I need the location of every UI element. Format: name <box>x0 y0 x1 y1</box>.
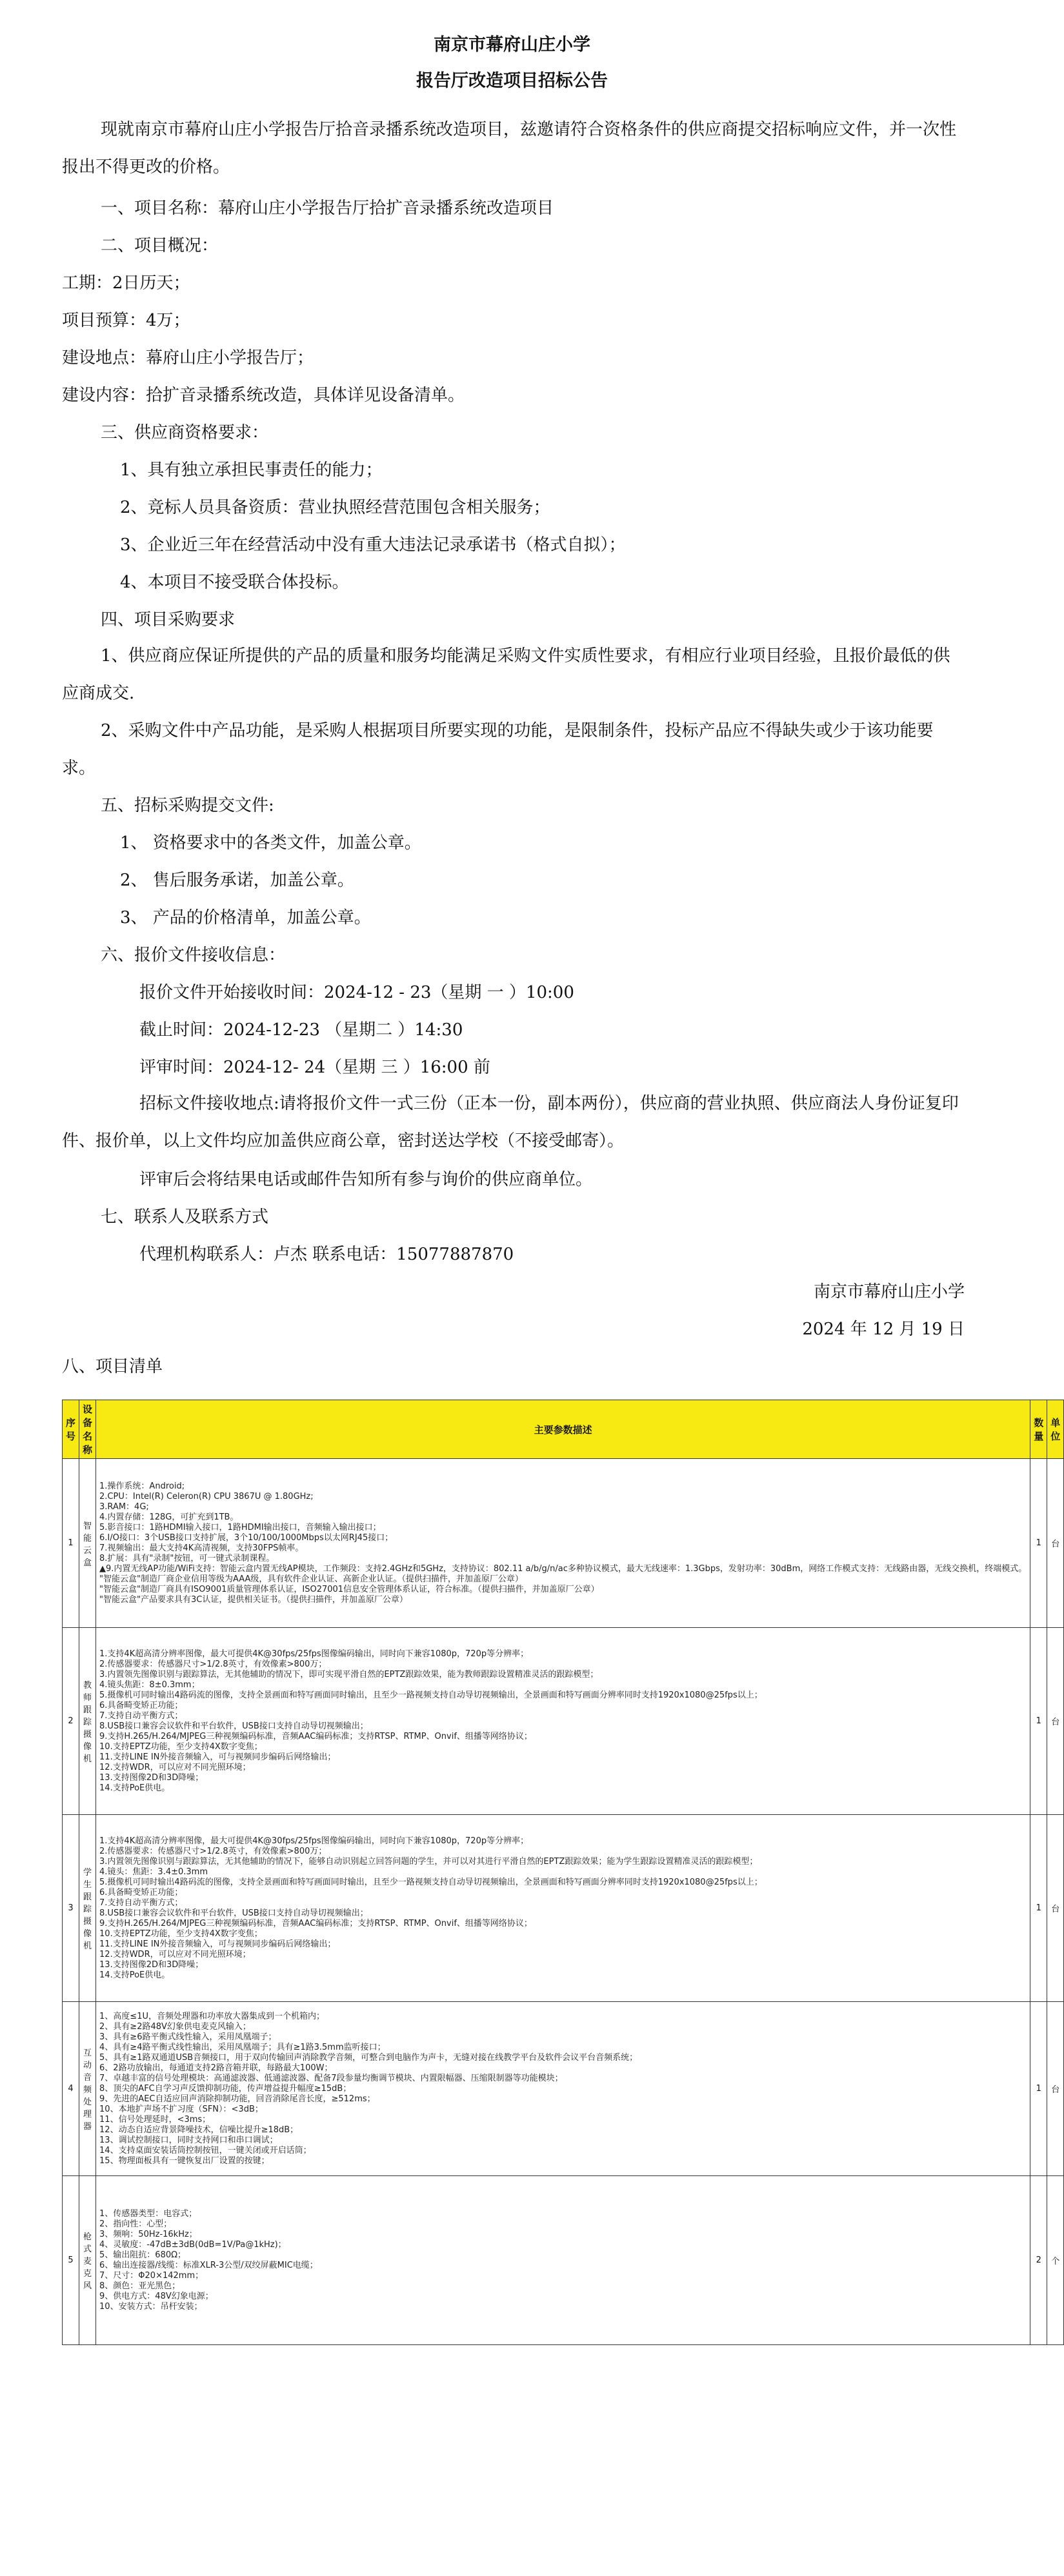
spec-description <box>96 1628 1030 1815</box>
spec-line: 10、安装方式：吊杆安装； <box>99 2301 203 2312</box>
contact-line: 代理机构联系人：卢杰 联系电话：15077887870 <box>139 1245 514 1264</box>
section-3-heading: 三、供应商资格要求： <box>101 423 269 442</box>
section-8-heading: 八、项目清单 <box>62 1357 163 1376</box>
spec-line: 13.支持图像2D和3D降噪； <box>99 1959 204 1970</box>
spec-line: 12.支持WDR，可以应对不同光照环境； <box>99 1949 251 1959</box>
quantity: 1 <box>1030 1459 1047 1628</box>
spec-line: 11、信号处理延时，<3ms； <box>99 2114 211 2125</box>
spec-line: 11.支持LINE IN外接音频输入，可与视频同步编码后网络输出； <box>99 1939 336 1949</box>
table-body <box>63 1459 1064 2345</box>
spec-line: 5.影音接口：1路HDMI输入接口，1路HDMI输出接口，音频输入输出接口； <box>99 1522 381 1532</box>
spec-line: 1.支持4K超高清分辨率图像，最大可提供4K@30fps/25fps图像编码输出，同时向下兼容1080p，720p等分辨率； <box>99 1649 529 1659</box>
col-header-unit: 单位 <box>1047 1400 1064 1459</box>
procurement-req-1: 1、供应商应保证所提供的产品的质量和服务均能满足采购文件实质性要求，有相应行业项目经验，且报价最低的供应商成交. <box>62 646 950 703</box>
procurement-req-2: 2、采购文件中产品功能，是采购人根据项目所要实现的功能，是限制条件，投标产品应不得缺失或少于该功能要求。 <box>62 721 934 778</box>
section-2-heading: 二、项目概况： <box>101 236 219 255</box>
signature-org: 南京市幕府山庄小学 <box>813 1282 965 1302</box>
qualification-item: 3、企业近三年在经营活动中没有重大违法记录承诺书（格式自拟）； <box>120 535 626 555</box>
spec-line: 5、输出阻抗：680Ω； <box>99 2250 186 2260</box>
unit: 台 <box>1047 1459 1064 1628</box>
spec-line: 9、先进的AEC自适应回声消除抑制功能，回音消除尾音长度，≥512ms； <box>99 2094 376 2104</box>
equipment-name: 教师跟踪摄像机 <box>79 1628 96 1815</box>
unit: 台 <box>1047 1628 1064 1815</box>
budget-line: 项目预算：4万； <box>62 311 190 330</box>
equipment-name: 智能云盒 <box>79 1459 96 1628</box>
spec-line: ▲9.内置无线AP功能/WiFi支持：智能云盒内置无线AP模块，工作频段：支持2.4GHz和5GHz，支持协议：802.11 a/b/g/n/ac多种协议模式，最大无线速率：1.3Gbps，发射功率：30dBm，网络工作模式支持：无线路由器，无线交换机，终端模式。 <box>99 1563 1027 1574</box>
spec-line: 1、高度≤1U，音频处理器和功率放大器集成到一个机箱内； <box>99 2011 325 2021</box>
submission-item: 1、 资格要求中的各类文件，加盖公章。 <box>120 833 421 853</box>
spec-line: 12、动态自适应背景降噪技术，信噪比提升≥18dB； <box>99 2125 299 2135</box>
deadline-time: 截止时间：2024-12-23 （星期二 ）14:30 <box>139 1020 463 1040</box>
unit: 个 <box>1047 2176 1064 2345</box>
spec-line: 14.支持PoE供电。 <box>99 1783 170 1793</box>
spec-line: 10.支持EPTZ功能，至少支持4X数字变焦； <box>99 1928 263 1939</box>
spec-line: 7.视频输出：最大支持4K高清视频，支持30FPS帧率。 <box>99 1543 304 1553</box>
spec-line: 13.支持图像2D和3D降噪； <box>99 1772 204 1783</box>
section-4-heading: 四、项目采购要求 <box>101 610 236 629</box>
spec-line: 4、具有≥4路平衡式线性输出，采用凤凰端子；具有≥1路3.5mm监听接口； <box>99 2042 386 2052</box>
table-row <box>63 2002 1064 2176</box>
spec-description <box>96 2176 1030 2345</box>
spec-line: 9.支持H.265/H.264/MJPEG三种视频编码标准，音频AAC编码标准；支持RTSP、RTMP、Onvif、组播等网络协议； <box>99 1918 532 1928</box>
spec-line: 12.支持WDR，可以应对不同光照环境； <box>99 1762 251 1772</box>
signature-date: 2024 年 12 月 19 日 <box>802 1320 965 1339</box>
table-row <box>63 2176 1064 2345</box>
spec-line: 4.镜头焦距：8±0.3mm； <box>99 1679 200 1690</box>
section-1-heading: 一、项目名称：幕府山庄小学报告厅拾扩音录播系统改造项目 <box>101 199 554 218</box>
spec-line: 8.扩展：具有"录制"按钮，可一键式录制课程。 <box>99 1553 275 1563</box>
spec-line: 7.支持自动平衡方式； <box>99 1710 183 1721</box>
spec-line: 5.摄像机可同时输出4路码流的图像，支持全景画面和特写画面同时输出，且至少一路视频支持自动导切视频输出，全景画面和特写画面分辨率同时支持1920x1080@25fps以上； <box>99 1690 763 1700</box>
col-header-qty: 数量 <box>1030 1400 1047 1459</box>
spec-line: 4.内置存储：128G，可扩充到1TB。 <box>99 1512 239 1522</box>
unit: 台 <box>1047 2002 1064 2176</box>
row-number: 3 <box>63 1815 79 2002</box>
spec-line: 7、卓越丰富的信号处理模块：高通滤波器、低通滤波器、配备7段参量均衡调节模块、内置限幅器、压缩限制器等功能模块； <box>99 2073 563 2083</box>
equipment-name: 枪式麦克风 <box>79 2176 96 2345</box>
spec-line: 3.RAM：4G; <box>99 1501 149 1512</box>
location-line: 建设地点：幕府山庄小学报告厅； <box>62 348 314 368</box>
spec-line: 8、颜色：亚光黑色； <box>99 2281 181 2291</box>
spec-line: 5.摄像机可同时输出4路码流的图像，支持全景画面和特写画面同时输出，且至少一路视频支持自动导切视频输出，全景画面和特写画面分辨率同时支持1920x1080@25fps以上； <box>99 1877 763 1887</box>
spec-line: 6.I/O接口：3个USB接口支持扩展，3个10/100/1000Mbps以太网RJ45接口； <box>99 1532 394 1543</box>
section-7-heading: 七、联系人及联系方式 <box>101 1207 269 1227</box>
school-name: 南京市幕府山庄小学 <box>434 35 590 55</box>
spec-line: 2.传感器要求：传感器尺寸>1/2.8英寸，有效像素>800万； <box>99 1846 327 1856</box>
spec-description <box>96 2002 1030 2176</box>
qualification-item: 4、本项目不接受联合体投标。 <box>120 573 349 592</box>
spec-line: 1、传感器类型：电容式； <box>99 2208 197 2219</box>
table-row <box>63 1815 1064 2002</box>
spec-line: 3.内置领先图像识别与跟踪算法，无其他辅助的情况下，即可实现平滑自然的EPTZ跟踪效果，能为教师跟踪设置精准灵活的跟踪模型； <box>99 1669 599 1679</box>
receive-start-time: 报价文件开始接收时间：2024-12 - 23（星期 一 ）10:00 <box>139 983 574 1002</box>
equipment-table <box>62 1400 1064 2345</box>
unit: 台 <box>1047 1815 1064 2002</box>
spec-line: 1.支持4K超高清分辨率图像，最大可提供4K@30fps/25fps图像编码输出，同时向下兼容1080p，720p等分辨率； <box>99 1836 529 1846</box>
equipment-name: 学生跟踪摄像机 <box>79 1815 96 2002</box>
spec-description <box>96 1815 1030 2002</box>
delivery-location-paragraph: 招标文件接收地点:请将报价文件一式三份（正本一份，副本两份），供应商的营业执照、供应商法人身份证复印件、报价单，以上文件均应加盖供应商公章，密封送达学校（不接受邮寄）。 <box>62 1094 959 1151</box>
spec-description <box>96 1459 1030 1628</box>
spec-line: 15、物理面板具有一键恢复出厂设置的按键； <box>99 2155 270 2166</box>
submission-item: 3、 产品的价格清单，加盖公章。 <box>120 908 371 927</box>
quantity: 2 <box>1030 2176 1047 2345</box>
spec-line: 7.支持自动平衡方式； <box>99 1897 183 1908</box>
spec-line: 6、输出连接器/线缆：标准XLR-3公型/双绞屏蔽MIC电缆； <box>99 2260 318 2270</box>
section-5-heading: 五、招标采购提交文件: <box>101 796 274 815</box>
duration-line: 工期：2日历天； <box>62 273 190 293</box>
quantity: 1 <box>1030 1815 1047 2002</box>
table-row <box>63 1628 1064 1815</box>
spec-line: 3、具有≥6路平衡式线性输入，采用凤凰端子； <box>99 2032 277 2042</box>
result-notice-line: 评审后会将结果电话或邮件告知所有参与询价的供应商单位。 <box>139 1170 593 1189</box>
qualification-item: 2、竞标人员具备资质：营业执照经营范围包含相关服务； <box>120 498 550 517</box>
spec-line: 10、本地扩声场不扩习度（SFN）：<3dB； <box>99 2104 263 2114</box>
row-number: 2 <box>63 1628 79 1815</box>
spec-line: 2.传感器要求：传感器尺寸>1/2.8英寸，有效像素>800万； <box>99 1659 327 1669</box>
spec-line: 8.USB接口兼容会议软件和平台软件，USB接口支持自动导切视频输出； <box>99 1721 368 1731</box>
spec-line: 11.支持LINE IN外接音频输入，可与视频同步编码后网络输出； <box>99 1752 336 1762</box>
spec-line: "智能云盒"制造厂商具有ISO9001质量管理体系认证，ISO27001信息安全管理体系认证，符合标准。（提供扫描件，并加盖原厂公章） <box>99 1584 599 1594</box>
intro-paragraph: 现就南京市幕府山庄小学报告厅拾音录播系统改造项目，兹邀请符合资格条件的供应商提交招标响应文件，并一次性报出不得更改的价格。 <box>62 120 957 177</box>
spec-line: 7、尺寸：Φ20×142mm； <box>99 2270 204 2281</box>
spec-line: "智能云盒"产品要求具有3C认证，提供相关证书。（提供扫描件，并加盖原厂公章） <box>99 1594 408 1605</box>
quantity: 1 <box>1030 1628 1047 1815</box>
spec-line: 9、供电方式：48V幻象电源； <box>99 2291 214 2301</box>
spec-line: 3.内置领先图像识别与跟踪算法，无其他辅助的情况下，能够自动识别起立回答问题的学生，并可以对其进行平滑自然的EPTZ跟踪效果；能为学生跟踪设置精准灵活的跟踪模型； <box>99 1856 758 1867</box>
spec-line: 9.支持H.265/H.264/MJPEG三种视频编码标准，音频AAC编码标准；支持RTSP、RTMP、Onvif、组播等网络协议； <box>99 1731 532 1741</box>
scope-line: 建设内容：拾扩音录播系统改造，具体详见设备清单。 <box>62 386 465 405</box>
spec-line: 4.镜头：焦距：3.4±0.3mm <box>99 1867 208 1877</box>
qualification-item: 1、具有独立承担民事责任的能力； <box>120 461 383 480</box>
quantity: 1 <box>1030 2002 1047 2176</box>
spec-line: 14.支持PoE供电。 <box>99 1970 170 1980</box>
spec-line: 3、频响：50Hz-16kHz； <box>99 2229 197 2239</box>
spec-line: 8、顶尖的AFC自学习声反馈抑制功能，传声增益提升幅度≥15dB； <box>99 2083 352 2094</box>
spec-line: 6.具备畸变矫正功能； <box>99 1887 183 1897</box>
spec-line: 2、具有≥2路48V幻象供电麦克风输入； <box>99 2021 251 2032</box>
col-header-desc: 主要参数描述 <box>96 1400 1030 1459</box>
row-number: 5 <box>63 2176 79 2345</box>
spec-line: 13、调试控制接口，同时支持网口和串口调试； <box>99 2135 278 2145</box>
submission-item: 2、 售后服务承诺，加盖公章。 <box>120 871 354 890</box>
spec-line: 14、支持桌面安装话筒控制按钮，一键关闭或开启话筒； <box>99 2145 312 2155</box>
section-6-heading: 六、报价文件接收信息： <box>101 946 286 965</box>
spec-line: 2、指向性：心型； <box>99 2219 172 2229</box>
spec-line: 4、灵敏度：-47dB±3dB(0dB=1V/Pa@1kHz)； <box>99 2239 286 2250</box>
table-header-row <box>63 1400 1064 1459</box>
spec-line: 10.支持EPTZ功能，至少支持4X数字变焦； <box>99 1741 263 1752</box>
row-number: 4 <box>63 2002 79 2176</box>
col-header-no: 序号 <box>63 1400 79 1459</box>
table-row <box>63 1459 1064 1628</box>
spec-line: 6.具备畸变矫正功能； <box>99 1700 183 1710</box>
row-number: 1 <box>63 1459 79 1628</box>
spec-line: 5、具有≥1路双通道USB音频接口，用于双向传输回声消除教学音频，可整合到电脑作为声卡，无缝对接在线教学平台及软件会议平台音频系统； <box>99 2052 638 2063</box>
spec-line: 8.USB接口兼容会议软件和平台软件，USB接口支持自动导切视频输出； <box>99 1908 368 1918</box>
equipment-name: 互动音频处理器 <box>79 2002 96 2176</box>
review-time: 评审时间：2024-12- 24（星期 三 ）16:00 前 <box>139 1058 490 1077</box>
notice-title: 报告厅改造项目招标公告 <box>416 71 608 91</box>
spec-line: "智能云盒"制造厂商企业信用等级为AAA级，具有软件企业认证、高新企业认证。（提供扫描件，并加盖原厂公章） <box>99 1574 523 1584</box>
col-header-name: 设备名称 <box>79 1400 96 1459</box>
spec-line: 1.操作系统：Android; <box>99 1481 185 1491</box>
spec-line: 2.CPU：Intel(R) Celeron(R) CPU 3867U @ 1.80GHz; <box>99 1491 314 1501</box>
spec-line: 6、2路功放输出，每通道支持2路音箱并联，每路最大100W； <box>99 2063 333 2073</box>
